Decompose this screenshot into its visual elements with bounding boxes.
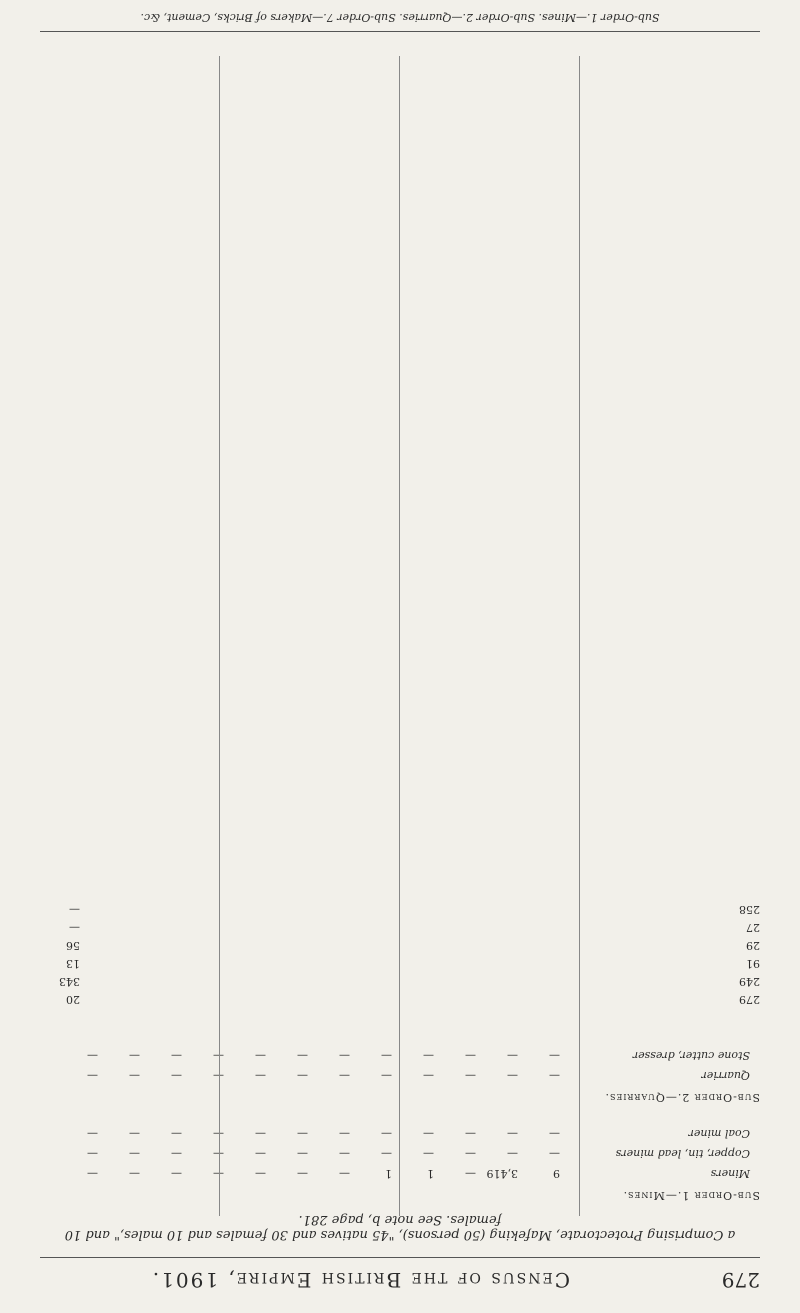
table-cell: — [255,1127,266,1140]
table-cell: — [507,1069,518,1082]
footer-note: Sub-Order 1.—Mines. Sub-Order 2.—Quarries. Sub-Order 7.—Makers of Bricks, Cement, &c. [140,11,660,24]
table-cell: — [87,1069,98,1082]
table-cell: — [465,1049,476,1062]
table-cell: — [255,1069,266,1082]
table-cell: — [549,1147,560,1160]
page-number: 279 [721,1268,760,1292]
header-rule [40,1257,760,1258]
row-label: Miners [710,1167,750,1180]
table-cell: — [297,1069,308,1082]
table-cell: 1 [427,1167,434,1180]
column-separator [399,56,400,1216]
column-separator [219,56,220,1216]
side-number: 279 [739,993,760,1006]
side-number: 20 [66,993,80,1006]
table-cell: — [423,1127,434,1140]
group-title: Sub-Order 2.—Quarries. [604,1091,760,1104]
table-cell: — [213,1167,224,1180]
side-number: 56 [66,939,80,952]
table-cell: — [339,1167,350,1180]
row-label: Coal miner [688,1127,750,1140]
table-cell: — [129,1049,140,1062]
table-cell: — [423,1147,434,1160]
page-header [40,1264,760,1298]
table-cell: — [171,1127,182,1140]
table-cell: — [339,1147,350,1160]
table-cell: — [255,1049,266,1062]
table-cell: — [297,1049,308,1062]
row-label: Stone cutter, dresser [632,1049,750,1062]
table-cell: — [465,1167,476,1180]
footer-rule [40,31,760,32]
table-cell: — [507,1147,518,1160]
table-cell: — [507,1049,518,1062]
table-cell: — [339,1127,350,1140]
side-number: 91 [746,957,760,970]
table-cell: — [549,1069,560,1082]
table-cell: — [87,1167,98,1180]
table-cell: — [465,1069,476,1082]
table-cell: — [549,1049,560,1062]
table-cell: — [129,1127,140,1140]
table-cell: — [213,1069,224,1082]
table-cell: — [87,1049,98,1062]
side-number: 13 [66,957,80,970]
table-cell: — [465,1127,476,1140]
running-title: Census of the British Empire, 1901. [150,1268,570,1292]
table-cell: — [381,1127,392,1140]
table-cell: — [171,1049,182,1062]
table-cell: — [423,1069,434,1082]
table-cell: — [381,1147,392,1160]
side-number: — [69,921,80,934]
side-number: 249 [739,975,760,988]
table-cell: — [129,1167,140,1180]
census-table [40,42,760,1242]
table-cell: — [213,1127,224,1140]
table-cell: — [297,1127,308,1140]
table-cell: — [171,1069,182,1082]
table-cell: — [255,1167,266,1180]
table-cell: — [129,1069,140,1082]
table-cell: — [297,1147,308,1160]
table-cell: — [549,1127,560,1140]
table-cell: — [213,1049,224,1062]
table-cell: — [381,1049,392,1062]
side-number: 27 [746,921,760,934]
table-cell: — [381,1069,392,1082]
table-cell: 1 [385,1167,392,1180]
table-cell: — [87,1147,98,1160]
side-number: 29 [746,939,760,952]
row-label: Quarrier [701,1069,750,1082]
table-cell: — [507,1127,518,1140]
table-cell: — [129,1147,140,1160]
group-title: Sub-Order 1.—Mines. [622,1189,760,1202]
table-cell: 9 [553,1167,560,1180]
side-number: 258 [739,903,760,916]
side-number: 343 [59,975,80,988]
table-cell: — [213,1147,224,1160]
table-cell: — [423,1049,434,1062]
table-cell: — [255,1147,266,1160]
column-separator [579,56,580,1216]
table-cell: — [171,1147,182,1160]
table-note: a Comprising Protectorate, Mafeking (50 persons), "45 natives and 30 females and 10 males," and 10 females. See note b, page 281. [64,1212,736,1242]
table-cell: — [171,1167,182,1180]
row-label: Copper, tin, lead miners [615,1147,750,1160]
table-cell: 3,419 [486,1167,518,1180]
table-cell: — [339,1069,350,1082]
table-cell: — [87,1127,98,1140]
side-number: — [69,903,80,916]
table-cell: — [465,1147,476,1160]
table-cell: — [297,1167,308,1180]
table-cell: — [339,1049,350,1062]
